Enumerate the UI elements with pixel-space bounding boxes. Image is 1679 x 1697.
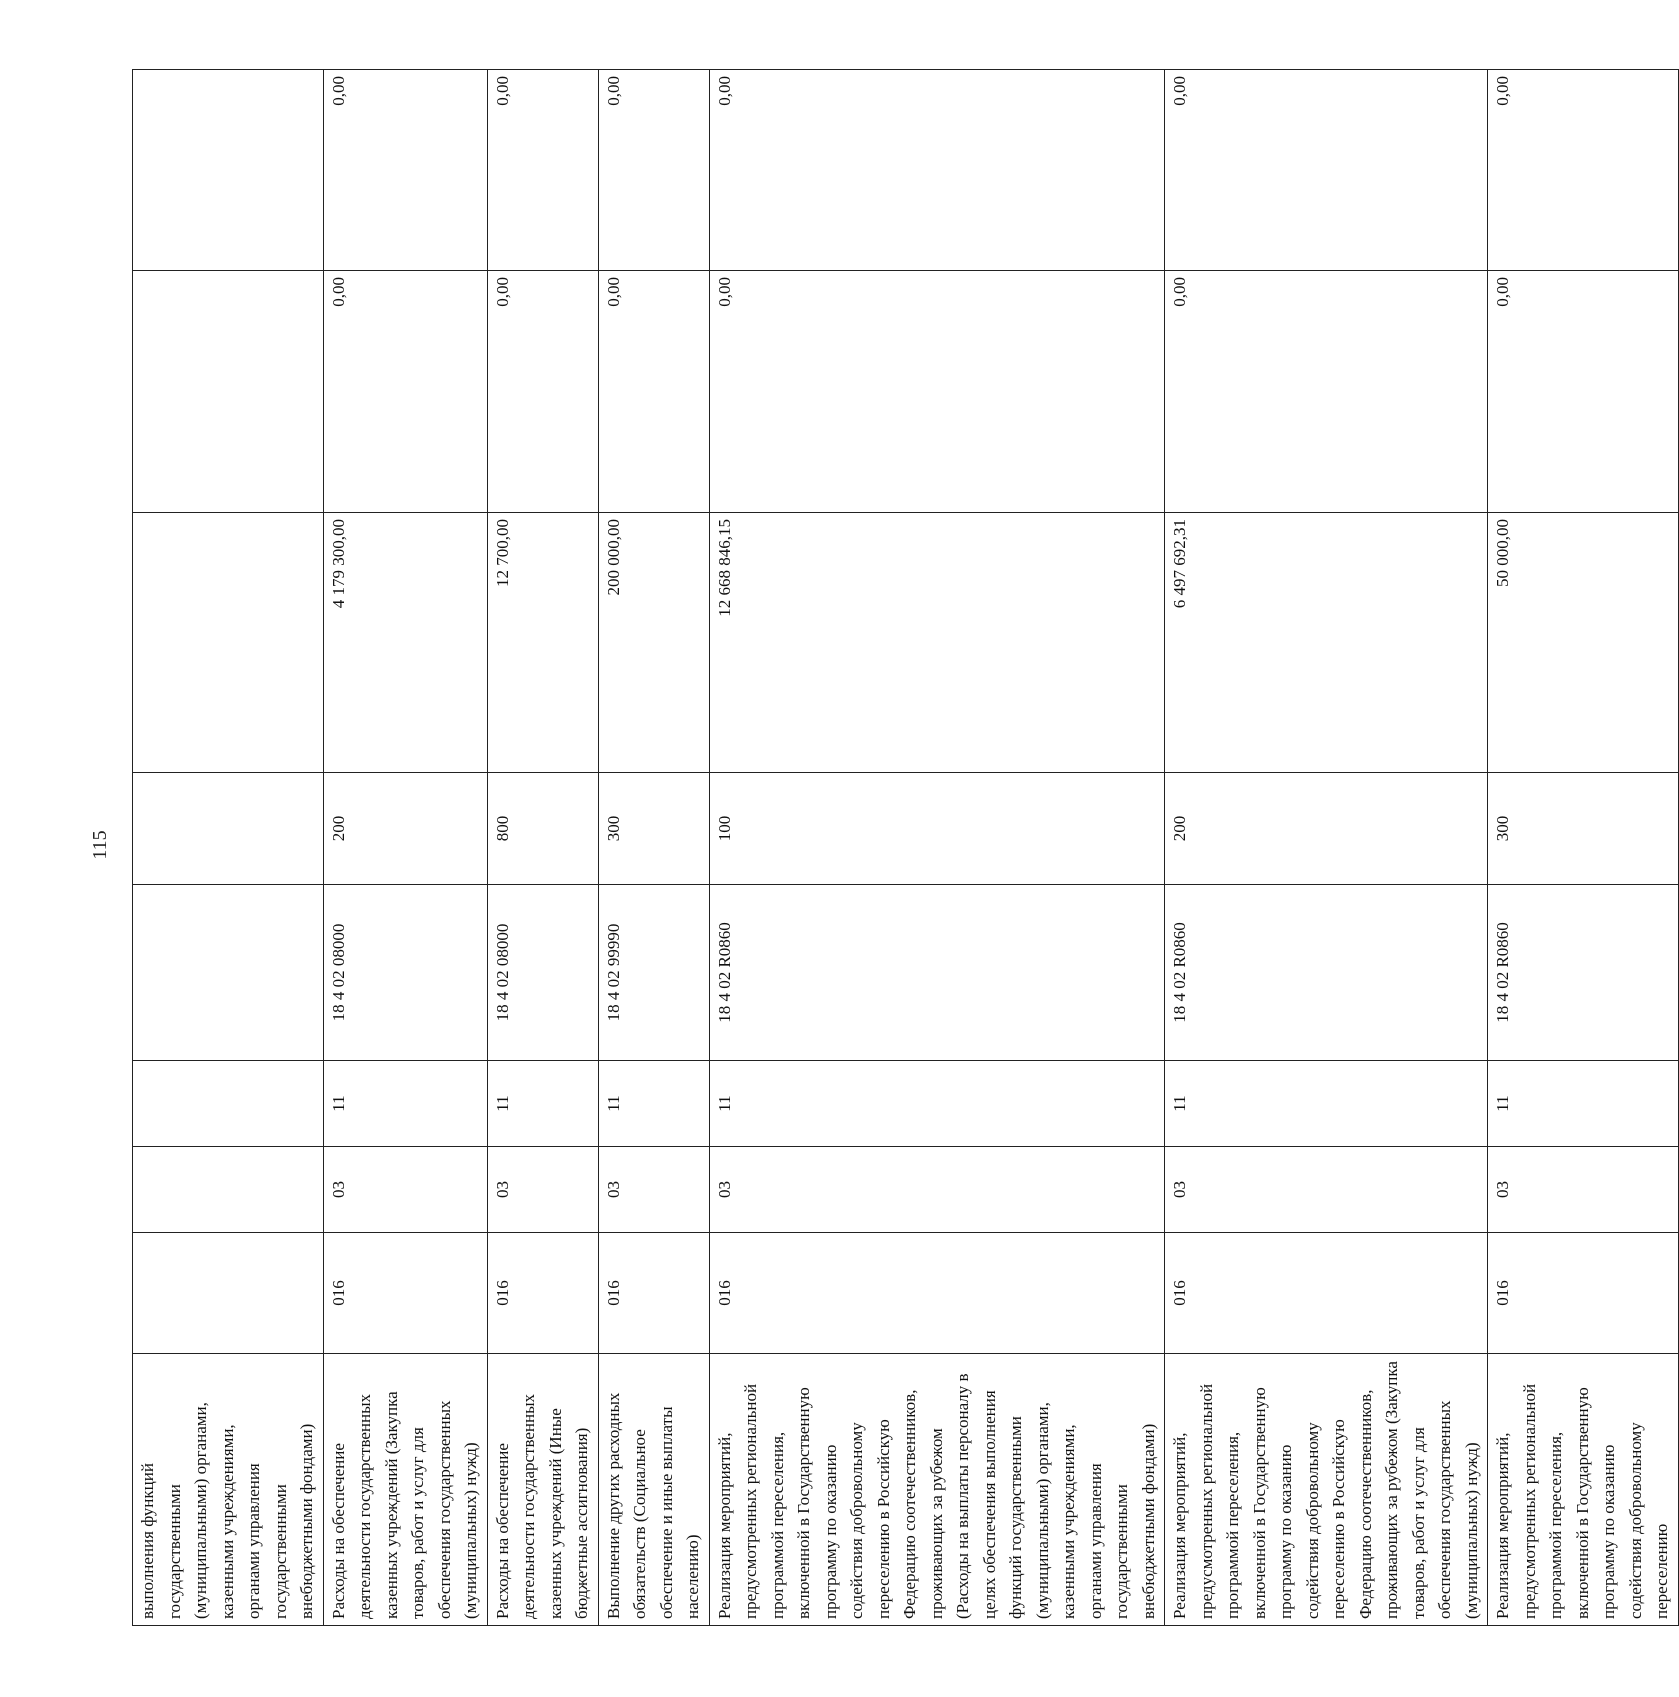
amount-2-cell: 0,00 — [1165, 271, 1488, 513]
amount-3-cell — [133, 70, 324, 271]
ministry-code-cell: 016 — [1488, 1233, 1679, 1354]
amount-1-cell: 4 179 300,00 — [323, 513, 487, 773]
ministry-code-cell: 016 — [598, 1233, 709, 1354]
target-article-cell: 18 4 02 08000 — [487, 885, 598, 1061]
expense-type-cell: 300 — [598, 773, 709, 885]
expense-name-cell: выполнения функций государственными (муниципальными) органами, казенными учреждениями, органами управления государственными внебюджетными фондами) — [133, 1354, 324, 1626]
table-row — [598, 70, 709, 1626]
amount-3-cell: 0,00 — [598, 70, 709, 271]
amount-1-cell: 50 000,00 — [1488, 513, 1679, 773]
expense-name-cell: Реализация мероприятий, предусмотренных региональной программой переселения, включенной в Государственную программу по оказанию содействия добровольному переселению в Российскую Федерацию соотечественников, проживающих за рубежом (Закупка товаров, работ и услуг для обеспечения государственных (муниципальных) нужд) — [1165, 1354, 1488, 1626]
table-row — [133, 70, 324, 1626]
budget-table — [132, 69, 1679, 1626]
expense-name-cell: Расходы на обеспечение деятельности государственных казенных учреждений (Закупка товаров, работ и услуг для обеспечения государственных (муниципальных) нужд) — [323, 1354, 487, 1626]
target-article-cell — [133, 885, 324, 1061]
amount-2-cell: 0,00 — [323, 271, 487, 513]
expense-name-cell: Выполнение других расходных обязательств (Социальное обеспечение и иные выплаты населению) — [598, 1354, 709, 1626]
expense-name-cell: Реализация мероприятий, предусмотренных региональной программой переселения, включенной в Государственную программу по оказанию содействия добровольному переселению в Российскую Федерацию соотечественников, проживающих за рубежом (Расходы на выплаты персоналу в целях обеспечения выполнения функций государственными (муниципальными) органами, казенными учреждениями, органами управления государственными внебюджетными фондами) — [709, 1354, 1165, 1626]
expense-type-cell: 200 — [323, 773, 487, 885]
page-number: 115 — [89, 830, 111, 860]
subsection-code-cell: 11 — [709, 1061, 1165, 1147]
expense-type-cell: 300 — [1488, 773, 1679, 885]
amount-1-cell: 12 668 846,15 — [709, 513, 1165, 773]
amount-3-cell: 0,00 — [1488, 70, 1679, 271]
target-article-cell: 18 4 02 R0860 — [1165, 885, 1488, 1061]
ministry-code-cell: 016 — [709, 1233, 1165, 1354]
target-article-cell: 18 4 02 R0860 — [709, 885, 1165, 1061]
subsection-code-cell: 11 — [1488, 1061, 1679, 1147]
expense-type-cell — [133, 773, 324, 885]
table-row — [323, 70, 487, 1626]
subsection-code-cell: 11 — [487, 1061, 598, 1147]
amount-3-cell: 0,00 — [487, 70, 598, 271]
amount-2-cell: 0,00 — [598, 271, 709, 513]
target-article-cell: 18 4 02 99990 — [598, 885, 709, 1061]
expense-name-cell: Реализация мероприятий, предусмотренных региональной программой переселения, включенной в Государственную программу по оказанию содействия добровольному переселению — [1488, 1354, 1679, 1626]
rotated-page — [132, 70, 1671, 1626]
subsection-code-cell: 11 — [598, 1061, 709, 1147]
section-code-cell: 03 — [323, 1147, 487, 1233]
ministry-code-cell: 016 — [323, 1233, 487, 1354]
amount-3-cell: 0,00 — [709, 70, 1165, 271]
section-code-cell: 03 — [1488, 1147, 1679, 1233]
section-code-cell: 03 — [709, 1147, 1165, 1233]
table-row — [1488, 70, 1679, 1626]
target-article-cell: 18 4 02 R0860 — [1488, 885, 1679, 1061]
section-code-cell — [133, 1147, 324, 1233]
table-row — [709, 70, 1165, 1626]
amount-2-cell: 0,00 — [487, 271, 598, 513]
amount-1-cell: 6 497 692,31 — [1165, 513, 1488, 773]
subsection-code-cell: 11 — [1165, 1061, 1488, 1147]
expense-name-cell: Расходы на обеспечение деятельности государственных казенных учреждений (Иные бюджетные ассигнования) — [487, 1354, 598, 1626]
expense-type-cell: 200 — [1165, 773, 1488, 885]
amount-1-cell — [133, 513, 324, 773]
ministry-code-cell: 016 — [487, 1233, 598, 1354]
amount-2-cell — [133, 271, 324, 513]
section-code-cell: 03 — [598, 1147, 709, 1233]
amount-2-cell: 0,00 — [709, 271, 1165, 513]
subsection-code-cell: 11 — [323, 1061, 487, 1147]
target-article-cell: 18 4 02 08000 — [323, 885, 487, 1061]
amount-3-cell: 0,00 — [323, 70, 487, 271]
amount-1-cell: 12 700,00 — [487, 513, 598, 773]
table-row — [1165, 70, 1488, 1626]
amount-3-cell: 0,00 — [1165, 70, 1488, 271]
amount-2-cell: 0,00 — [1488, 271, 1679, 513]
subsection-code-cell — [133, 1061, 324, 1147]
section-code-cell: 03 — [487, 1147, 598, 1233]
expense-type-cell: 100 — [709, 773, 1165, 885]
section-code-cell: 03 — [1165, 1147, 1488, 1233]
expense-type-cell: 800 — [487, 773, 598, 885]
table-row — [487, 70, 598, 1626]
amount-1-cell: 200 000,00 — [598, 513, 709, 773]
ministry-code-cell: 016 — [1165, 1233, 1488, 1354]
ministry-code-cell — [133, 1233, 324, 1354]
